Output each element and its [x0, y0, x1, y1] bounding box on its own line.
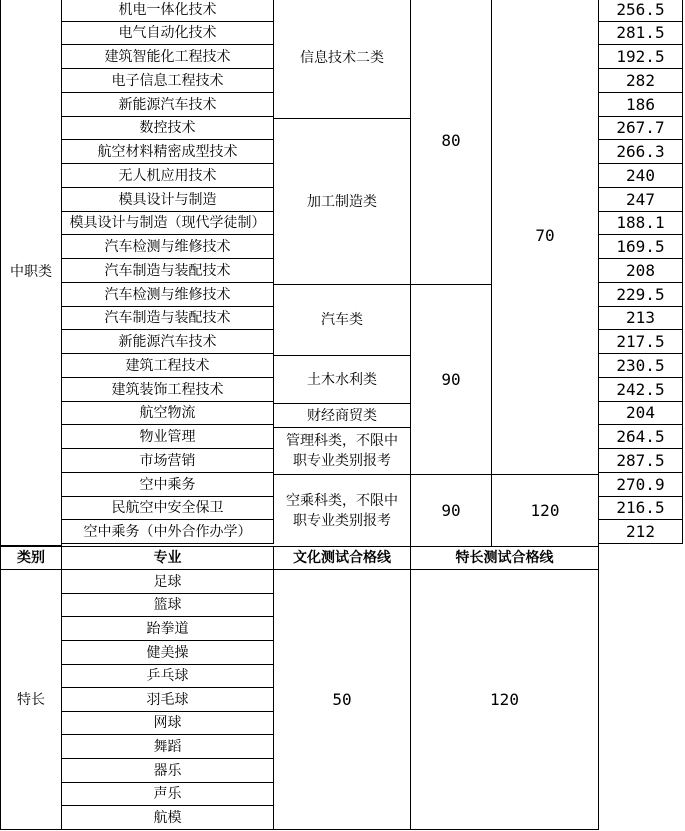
category-group: 汽车类 [274, 285, 411, 356]
major-cell: 无人机应用技术 [62, 164, 274, 188]
score-cell: 169.5 [599, 235, 683, 259]
major-cell: 羽毛球 [62, 688, 274, 712]
culture-line: 90 [411, 285, 492, 475]
skill-line: 120 [411, 570, 599, 830]
score-cell: 270.9 [599, 473, 683, 497]
major-cell: 汽车制造与装配技术 [62, 307, 274, 330]
major-cell: 模具设计与制造（现代学徒制） [62, 212, 274, 235]
major-cell: 足球 [62, 570, 274, 594]
major-cell: 空中乘务 [62, 473, 274, 497]
major-cell: 乒乓球 [62, 665, 274, 688]
major-cell: 篮球 [62, 594, 274, 617]
major-cell: 电气自动化技术 [62, 22, 274, 45]
category-group: 加工制造类 [274, 119, 411, 285]
header-skill: 特长测试合格线 [411, 546, 599, 570]
major-cell: 新能源汽车技术 [62, 93, 274, 117]
major-cell: 物业管理 [62, 425, 274, 449]
major-cell: 建筑工程技术 [62, 354, 274, 378]
major-cell: 汽车检测与维修技术 [62, 235, 274, 259]
major-cell: 汽车检测与维修技术 [62, 283, 274, 307]
score-cell: 281.5 [599, 22, 683, 45]
score-cell: 192.5 [599, 45, 683, 69]
score-cell: 229.5 [599, 283, 683, 307]
major-cell: 舞蹈 [62, 735, 274, 759]
major-cell: 建筑装饰工程技术 [62, 378, 274, 402]
score-cell: 230.5 [599, 354, 683, 378]
skill-line: 70 [492, 0, 599, 475]
skill-line: 120 [492, 475, 599, 547]
score-cell: 204 [599, 402, 683, 425]
score-cell: 212 [599, 520, 683, 544]
score-cell: 264.5 [599, 425, 683, 449]
culture-line: 80 [411, 0, 492, 285]
major-cell: 模具设计与制造 [62, 188, 274, 212]
major-cell: 电子信息工程技术 [62, 69, 274, 93]
header-major: 专业 [62, 546, 274, 570]
major-cell: 跆拳道 [62, 617, 274, 641]
score-cell: 242.5 [599, 378, 683, 402]
major-cell: 民航空中安全保卫 [62, 497, 274, 520]
major-cell: 航空物流 [62, 402, 274, 425]
score-cell: 256.5 [599, 0, 683, 22]
score-cell: 240 [599, 164, 683, 188]
category-techang: 特长 [0, 570, 62, 830]
major-cell: 新能源汽车技术 [62, 330, 274, 354]
score-cell: 287.5 [599, 449, 683, 473]
category-group: 信息技术二类 [274, 0, 411, 119]
score-cell: 217.5 [599, 330, 683, 354]
header-category: 类别 [0, 546, 62, 570]
major-cell: 网球 [62, 712, 274, 735]
score-cell: 266.3 [599, 140, 683, 164]
major-cell: 航模 [62, 806, 274, 830]
score-cell: 213 [599, 307, 683, 330]
major-cell: 声乐 [62, 783, 274, 806]
score-cell: 282 [599, 69, 683, 93]
score-cell: 267.7 [599, 117, 683, 140]
score-cell: 186 [599, 93, 683, 117]
culture-line: 90 [411, 475, 492, 547]
major-cell: 市场营销 [62, 449, 274, 473]
major-cell: 建筑智能化工程技术 [62, 45, 274, 69]
category-zhongzhi: 中职类 [0, 0, 62, 546]
major-cell: 航空材料精密成型技术 [62, 140, 274, 164]
category-group: 财经商贸类 [274, 404, 411, 428]
score-cell: 188.1 [599, 212, 683, 235]
culture-line: 50 [274, 570, 411, 830]
score-cell: 247 [599, 188, 683, 212]
major-cell: 空中乘务（中外合作办学） [62, 520, 274, 544]
major-cell: 汽车制造与装配技术 [62, 259, 274, 283]
header-culture: 文化测试合格线 [274, 546, 411, 570]
category-group: 空乘科类，不限中职专业类别报考 [274, 475, 411, 547]
major-cell: 机电一体化技术 [62, 0, 274, 22]
major-cell: 数控技术 [62, 117, 274, 140]
category-group: 管理科类，不限中职专业类别报考 [274, 428, 411, 475]
score-cell: 208 [599, 259, 683, 283]
major-cell: 器乐 [62, 759, 274, 783]
score-cell: 216.5 [599, 497, 683, 520]
major-cell: 健美操 [62, 641, 274, 665]
category-group: 土木水利类 [274, 356, 411, 404]
